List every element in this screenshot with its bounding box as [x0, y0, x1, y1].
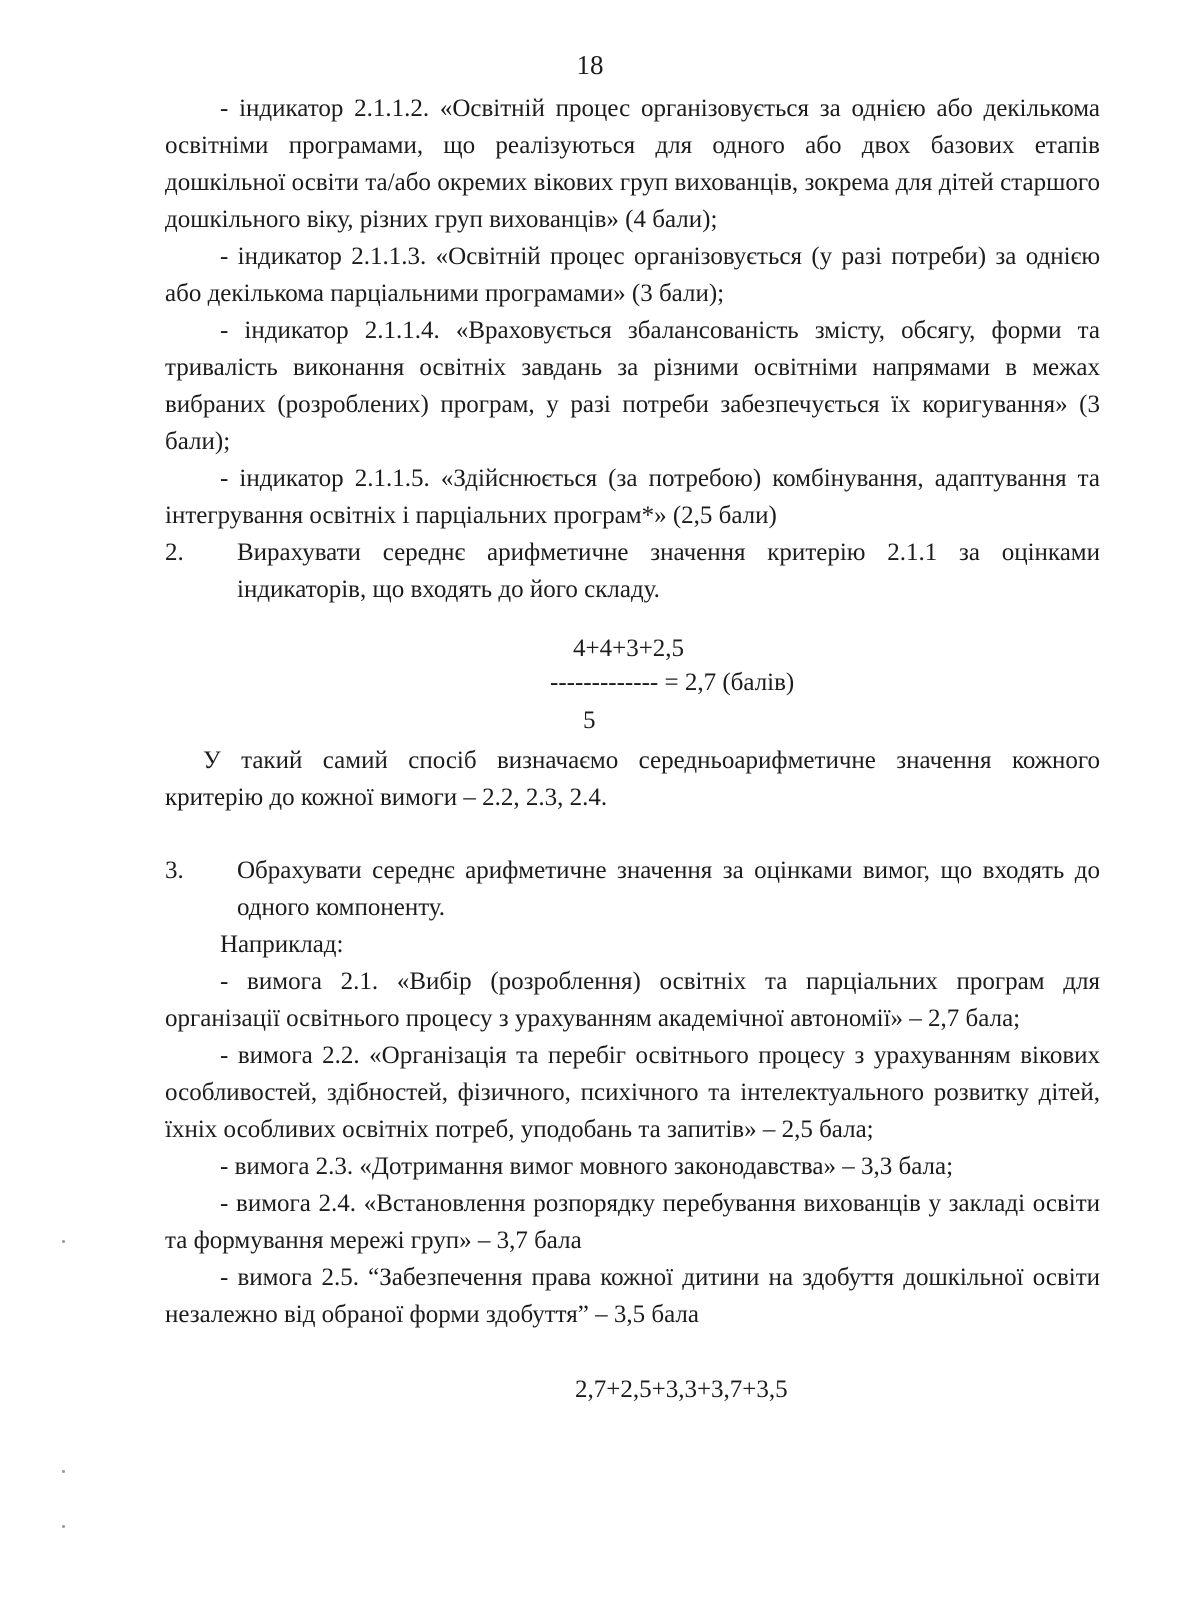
step-3-text: Обрахувати середнє арифметичне значення за оцінками вимог, що входять до одного компоненту.: [237, 857, 1100, 921]
formula-criterion-average: [165, 624, 1100, 742]
same-way-paragraph: У такий самий спосіб визначаємо середньоарифметичне значення кожного критерію до кожної вимоги – 2.2, 2.3, 2.4.: [165, 747, 1100, 811]
formula-requirements-sum: 2,7+2,5+3,3+3,7+3,5: [575, 1376, 788, 1403]
indicator-2-1-1-2: - індикатор 2.1.1.2. «Освітній процес організовується за однією або декількома освітніми програмами, що реалізуються для одного або двох базових етапів дошкільної освіти та/або окремих вікових груп вихованців, зокрема для дітей старшого дошкільного віку, різних груп вихованців» (4 бали);: [165, 95, 1100, 233]
formula-fraction-result: ------------- = 2,7 (балів): [550, 669, 795, 696]
indicator-2-1-1-4: - індикатор 2.1.1.4. «Враховується збалансованість змісту, обсягу, форми та тривалість виконання освітніх завдань за різними освітніми напрямами в межах вибраних (розроблених) програм, у разі потреби забезпечується їх коригування» (3 бали);: [165, 317, 1100, 455]
page-number: 18: [576, 50, 604, 80]
paragraph-gap: [165, 816, 1100, 852]
requirement-2-3: - вимога 2.3. «Дотримання вимог мовного законодавства» – 3,3 бала;: [220, 1153, 954, 1180]
document-body: [165, 90, 1100, 1408]
scan-speck: [62, 1240, 65, 1243]
step-3: [165, 852, 1100, 926]
scan-speck: [62, 1525, 65, 1528]
example-label: Наприклад:: [220, 931, 344, 958]
scan-speck: [62, 1470, 65, 1473]
formula-numerator: 4+4+3+2,5: [573, 635, 685, 662]
requirement-2-1: - вимога 2.1. «Вибір (розроблення) освітніх та парціальних програм для організації освітнього процесу з урахуванням академічної автономії» – 2,7 бала;: [165, 968, 1100, 1032]
requirement-2-5: - вимога 2.5. “Забезпечення права кожної дитини на здобуття дошкільної освіти незалежно від обраної форми здобуття” – 3,5 бала: [165, 1264, 1100, 1328]
requirement-2-4: - вимога 2.4. «Встановлення розпорядку перебування вихованців у закладі освіти та формування мережі груп» – 3,7 бала: [165, 1190, 1100, 1254]
indicator-2-1-1-5: - індикатор 2.1.1.5. «Здійснюється (за потребою) комбінування, адаптування та інтегрування освітніх і парціальних програм*» (2,5 бали): [165, 465, 1100, 529]
step-3-number: 3.: [165, 857, 184, 884]
requirement-2-2: - вимога 2.2. «Організація та перебіг освітнього процесу з урахуванням вікових особливостей, здібностей, фізичного, психічного та інтелектуального розвитку дітей, їхніх особливих освітніх потреб, уподобань та запитів» – 2,5 бала;: [165, 1042, 1100, 1143]
step-2-number: 2.: [165, 539, 184, 566]
step-2: [165, 534, 1100, 608]
step-2-text: Вирахувати середнє арифметичне значення критерію 2.1.1 за оцінками індикаторів, що входять до його складу.: [237, 539, 1100, 603]
indicator-2-1-1-3: - індикатор 2.1.1.3. «Освітній процес організовується (у разі потреби) за однією або декількома парціальними програмами» (3 бали);: [165, 243, 1100, 307]
formula-denominator: 5: [583, 707, 596, 734]
